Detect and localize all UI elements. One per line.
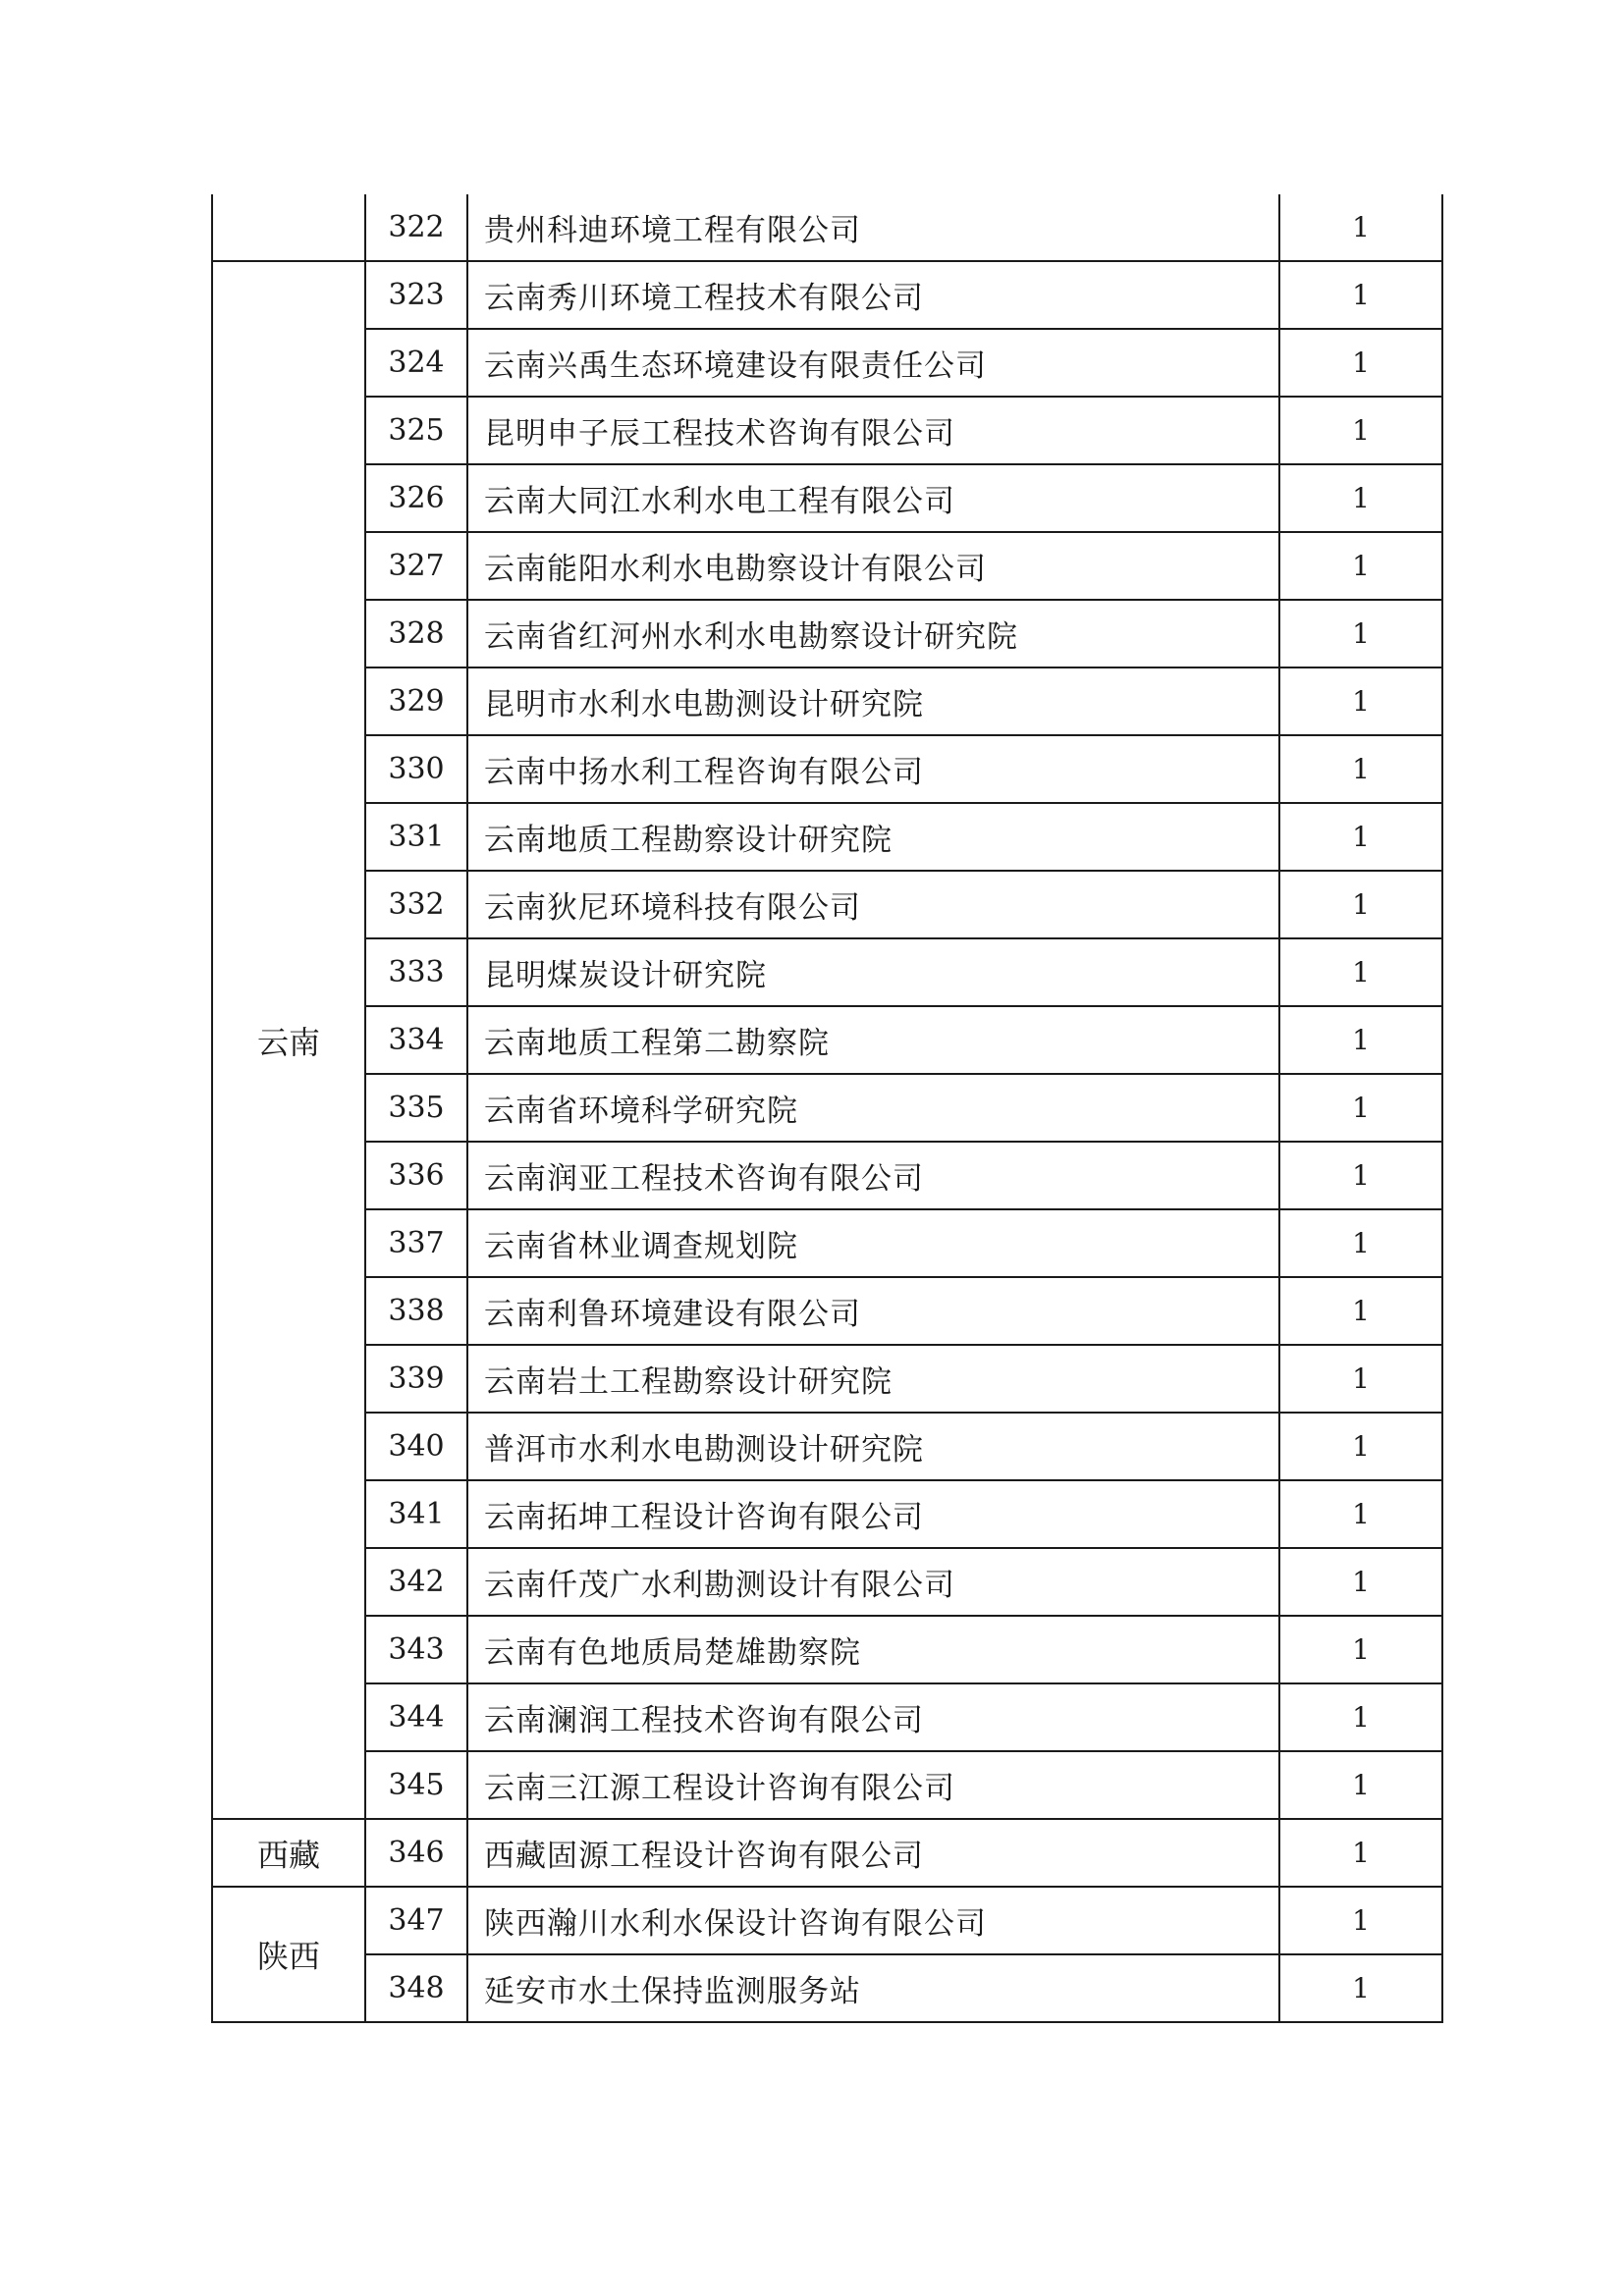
table-row — [212, 1142, 1442, 1209]
table-row — [212, 1480, 1442, 1548]
count-cell: 1 — [1279, 938, 1442, 1006]
count-cell: 1 — [1279, 1277, 1442, 1345]
number-cell: 334 — [365, 1006, 467, 1074]
company-name-cell: 云南三江源工程设计咨询有限公司 — [467, 1751, 1279, 1819]
table-row — [212, 938, 1442, 1006]
count-cell: 1 — [1279, 1683, 1442, 1751]
table-row — [212, 532, 1442, 600]
number-cell: 340 — [365, 1413, 467, 1480]
company-name-cell: 贵州科迪环境工程有限公司 — [467, 194, 1279, 261]
company-name-cell: 云南润亚工程技术咨询有限公司 — [467, 1142, 1279, 1209]
company-name-cell: 云南大同江水利水电工程有限公司 — [467, 464, 1279, 532]
province-cell: 云南 — [212, 261, 365, 1819]
count-cell: 1 — [1279, 1887, 1442, 1954]
table-row — [212, 1819, 1442, 1887]
table-row — [212, 194, 1442, 261]
company-name-cell: 昆明市水利水电勘测设计研究院 — [467, 667, 1279, 735]
table-row — [212, 1277, 1442, 1345]
company-name-cell: 云南利鲁环境建设有限公司 — [467, 1277, 1279, 1345]
count-cell: 1 — [1279, 735, 1442, 803]
company-name-cell: 西藏固源工程设计咨询有限公司 — [467, 1819, 1279, 1887]
table-row — [212, 1345, 1442, 1413]
number-cell: 338 — [365, 1277, 467, 1345]
company-name-cell: 陕西瀚川水利水保设计咨询有限公司 — [467, 1887, 1279, 1954]
number-cell: 327 — [365, 532, 467, 600]
table-row — [212, 1548, 1442, 1616]
number-cell: 342 — [365, 1548, 467, 1616]
count-cell: 1 — [1279, 194, 1442, 261]
count-cell: 1 — [1279, 1548, 1442, 1616]
table-row — [212, 871, 1442, 938]
company-name-cell: 云南省环境科学研究院 — [467, 1074, 1279, 1142]
table-row — [212, 1616, 1442, 1683]
number-cell: 343 — [365, 1616, 467, 1683]
number-cell: 345 — [365, 1751, 467, 1819]
count-cell: 1 — [1279, 1819, 1442, 1887]
count-cell: 1 — [1279, 667, 1442, 735]
company-name-cell: 云南狄尼环境科技有限公司 — [467, 871, 1279, 938]
province-cell: 西藏 — [212, 1819, 365, 1887]
table-row — [212, 1751, 1442, 1819]
count-cell: 1 — [1279, 1074, 1442, 1142]
count-cell: 1 — [1279, 1616, 1442, 1683]
count-cell: 1 — [1279, 261, 1442, 329]
company-name-cell: 云南秀川环境工程技术有限公司 — [467, 261, 1279, 329]
number-cell: 326 — [365, 464, 467, 532]
number-cell: 330 — [365, 735, 467, 803]
count-cell: 1 — [1279, 600, 1442, 667]
company-name-cell: 云南省红河州水利水电勘察设计研究院 — [467, 600, 1279, 667]
company-name-cell: 云南省林业调查规划院 — [467, 1209, 1279, 1277]
number-cell: 332 — [365, 871, 467, 938]
company-name-cell: 云南地质工程第二勘察院 — [467, 1006, 1279, 1074]
number-cell: 323 — [365, 261, 467, 329]
number-cell: 325 — [365, 397, 467, 464]
number-cell: 336 — [365, 1142, 467, 1209]
number-cell: 329 — [365, 667, 467, 735]
number-cell: 337 — [365, 1209, 467, 1277]
number-cell: 347 — [365, 1887, 467, 1954]
count-cell: 1 — [1279, 1954, 1442, 2022]
count-cell: 1 — [1279, 397, 1442, 464]
count-cell: 1 — [1279, 329, 1442, 397]
count-cell: 1 — [1279, 532, 1442, 600]
table-row — [212, 600, 1442, 667]
table-row — [212, 464, 1442, 532]
count-cell: 1 — [1279, 1413, 1442, 1480]
table-row — [212, 803, 1442, 871]
count-cell: 1 — [1279, 1751, 1442, 1819]
company-name-cell: 延安市水土保持监测服务站 — [467, 1954, 1279, 2022]
table-row — [212, 1209, 1442, 1277]
number-cell: 322 — [365, 194, 467, 261]
number-cell: 333 — [365, 938, 467, 1006]
province-cell — [212, 194, 365, 261]
company-name-cell: 云南岩土工程勘察设计研究院 — [467, 1345, 1279, 1413]
count-cell: 1 — [1279, 1142, 1442, 1209]
number-cell: 331 — [365, 803, 467, 871]
company-name-cell: 云南中扬水利工程咨询有限公司 — [467, 735, 1279, 803]
number-cell: 344 — [365, 1683, 467, 1751]
number-cell: 346 — [365, 1819, 467, 1887]
count-cell: 1 — [1279, 871, 1442, 938]
company-name-cell: 云南兴禹生态环境建设有限责任公司 — [467, 329, 1279, 397]
table-row — [212, 667, 1442, 735]
company-name-cell: 昆明煤炭设计研究院 — [467, 938, 1279, 1006]
number-cell: 324 — [365, 329, 467, 397]
number-cell: 348 — [365, 1954, 467, 2022]
table-row — [212, 1006, 1442, 1074]
company-name-cell: 普洱市水利水电勘测设计研究院 — [467, 1413, 1279, 1480]
table-row — [212, 397, 1442, 464]
table-body — [212, 194, 1442, 2022]
company-name-cell: 云南拓坤工程设计咨询有限公司 — [467, 1480, 1279, 1548]
count-cell: 1 — [1279, 1006, 1442, 1074]
count-cell: 1 — [1279, 803, 1442, 871]
table-row — [212, 1683, 1442, 1751]
table-row — [212, 1954, 1442, 2022]
company-name-cell: 云南地质工程勘察设计研究院 — [467, 803, 1279, 871]
number-cell: 341 — [365, 1480, 467, 1548]
table-row — [212, 735, 1442, 803]
count-cell: 1 — [1279, 1209, 1442, 1277]
table-row — [212, 1413, 1442, 1480]
company-table — [211, 194, 1443, 2023]
number-cell: 328 — [365, 600, 467, 667]
table-row — [212, 1074, 1442, 1142]
count-cell: 1 — [1279, 1345, 1442, 1413]
company-name-cell: 云南有色地质局楚雄勘察院 — [467, 1616, 1279, 1683]
number-cell: 339 — [365, 1345, 467, 1413]
province-cell: 陕西 — [212, 1887, 365, 2022]
table-row — [212, 261, 1442, 329]
company-name-cell: 昆明申子辰工程技术咨询有限公司 — [467, 397, 1279, 464]
company-name-cell: 云南仟茂广水利勘测设计有限公司 — [467, 1548, 1279, 1616]
count-cell: 1 — [1279, 1480, 1442, 1548]
company-name-cell: 云南澜润工程技术咨询有限公司 — [467, 1683, 1279, 1751]
table-row — [212, 1887, 1442, 1954]
company-name-cell: 云南能阳水利水电勘察设计有限公司 — [467, 532, 1279, 600]
count-cell: 1 — [1279, 464, 1442, 532]
table-row — [212, 329, 1442, 397]
number-cell: 335 — [365, 1074, 467, 1142]
